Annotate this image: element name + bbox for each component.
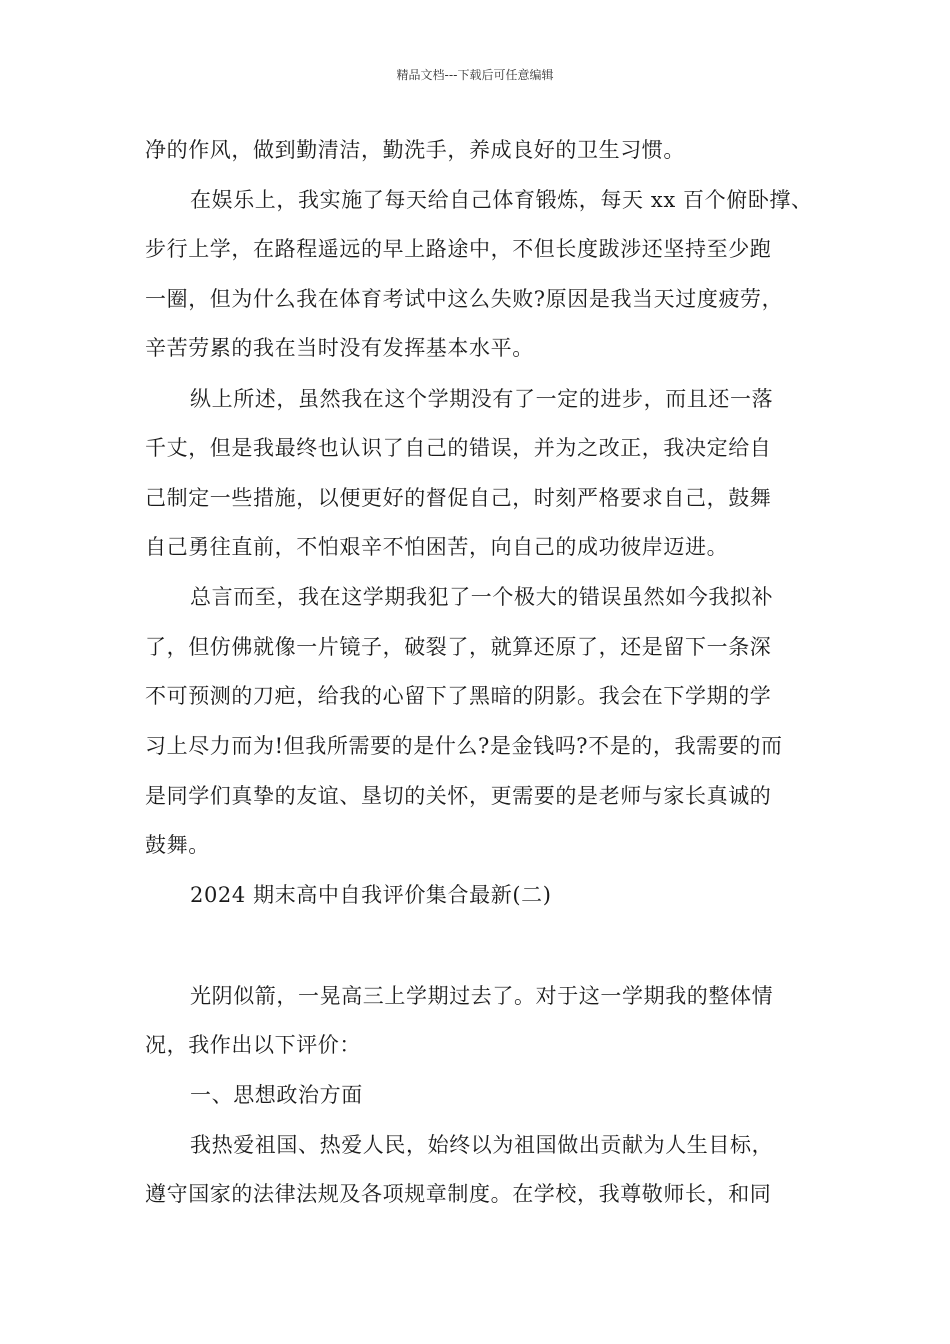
text-line: 鼓舞。 <box>145 833 210 857</box>
text-line: 遵守国家的法律法规及各项规章制度。在学校，我尊敬师长，和同 <box>145 1182 772 1206</box>
text-line: 自己勇往直前，不怕艰辛不怕困苦，向自己的成功彼岸迈进。 <box>145 535 729 559</box>
text-line: 净的作风，做到勤清洁，勤洗手，养成良好的卫生习惯。 <box>145 138 685 162</box>
text-line: 了，但仿佛就像一片镜子，破裂了，就算还原了，还是留下一条深 <box>145 635 772 659</box>
text-line: 习上尽力而为!但我所需要的是什么?是金钱吗?不是的，我需要的而 <box>145 734 783 758</box>
text-line: 光阴似箭，一晃高三上学期过去了。对于这一学期我的整体情 <box>190 984 774 1008</box>
text-line: 一圈，但为什么我在体育考试中这么失败?原因是我当天过度疲劳， <box>145 287 784 311</box>
text-line: 况，我作出以下评价： <box>145 1033 361 1057</box>
text-line: 我热爱祖国、热爱人民，始终以为祖国做出贡献为人生目标， <box>190 1133 774 1157</box>
page-header: 精品文档---下载后可任意编辑 <box>396 68 554 82</box>
text-line: 千丈，但是我最终也认识了自己的错误，并为之改正，我决定给自 <box>145 436 772 460</box>
text-line: 不可预测的刀疤，给我的心留下了黑暗的阴影。我会在下学期的学 <box>145 684 772 708</box>
text-line: 是同学们真挚的友谊、垦切的关怀，更需要的是老师与家长真诚的 <box>145 784 772 808</box>
subsection-heading: 一、思想政治方面 <box>190 1083 363 1107</box>
section-title: 2024 期末高中自我评价集合最新(二) <box>190 883 552 907</box>
text-line: 总言而至，我在这学期我犯了一个极大的错误虽然如今我拟补 <box>190 585 774 609</box>
text-line: 纵上所述，虽然我在这个学期没有了一定的进步，而且还一落 <box>190 387 774 411</box>
text-line: 在娱乐上，我实施了每天给自己体育锻炼，每天 xx 百个俯卧撑、 <box>190 188 813 212</box>
text-line: 步行上学，在路程遥远的早上路途中，不但长度跋涉还坚持至少跑 <box>145 237 772 261</box>
text-line: 己制定一些措施，以便更好的督促自己，时刻严格要求自己，鼓舞 <box>145 486 772 510</box>
text-line: 辛苦劳累的我在当时没有发挥基本水平。 <box>145 336 534 360</box>
